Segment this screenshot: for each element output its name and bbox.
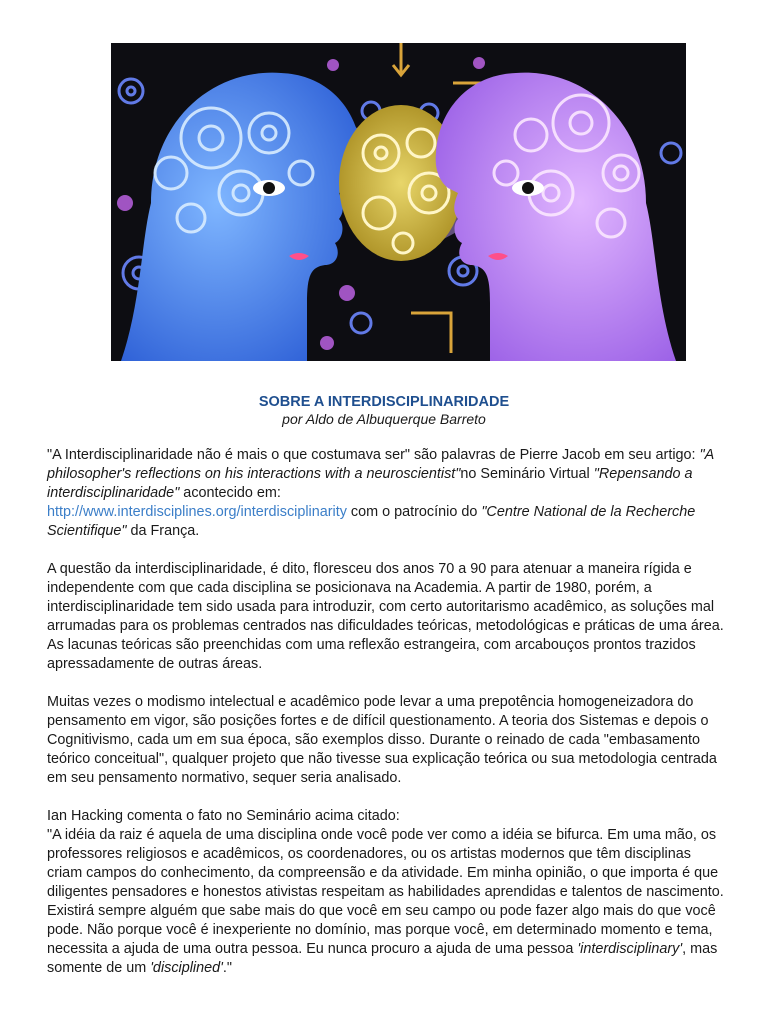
quote-term-1: 'interdisciplinary': [577, 941, 683, 957]
text: acontecido em:: [179, 485, 281, 501]
text: da França.: [126, 523, 200, 539]
paragraph-2: A questão da interdisciplinaridade, é dito, floresceu dos anos 70 a 90 para atenuar a maneira rígida e independente com que cada disciplina se posicionava na Academia. A partir de 1980, porém, a interdisciplinaridade tem sido usada para introduzir, com certo autoritarismo acadêmico, as soluções mal arrumadas para os problemas centrados nas dificuldades teóricas, metodológicas e práticas de uma área. As lacunas teóricas são preenchidas com uma reflexão estrangeira, com arcabouços prontos trazidos apressadamente de outras áreas.: [47, 561, 724, 672]
quote-text: , mas somente de um: [47, 941, 718, 976]
text: no Seminário Virtual: [460, 466, 594, 482]
quote-end: .": [222, 960, 232, 976]
quote-term-2: 'disciplined': [150, 960, 223, 976]
article-title: SOBRE A INTERDISCIPLINARIDADE: [258, 394, 510, 410]
paragraph-3: Muitas vezes o modismo intelectual e acadêmico pode levar a uma prepotência homogeneizadora do pensamento em vigor, são posições fortes e de difícil questionamento. A teoria dos Sistemas e depois o Cognitivismo, cada um em sua época, são exemplos disso. Durante o reinado de cada "embasamento teórico conceitual", qualquer projeto que não tivesse sua explicação teórica ou sua metodologia centrada em seu pensamento normativo, sequer seria analisado.: [47, 694, 717, 786]
paragraph-1: [47, 446, 727, 541]
interdisciplines-link[interactable]: http://www.interdisciplines.org/interdisciplinarity: [47, 504, 347, 520]
paragraph-4: [47, 807, 727, 978]
text: "A Interdisciplinaridade não é mais o que costumava ser" são palavras de Pierre Jacob em seu artigo:: [47, 447, 700, 463]
text: com o patrocínio do: [346, 504, 482, 520]
two-heads-with-gears-illustration: [111, 43, 686, 361]
quote-intro: Ian Hacking comenta o fato no Seminário acima citado:: [47, 808, 400, 824]
header-illustration: [111, 43, 686, 361]
seminar-title-ref: "Repensando a interdisciplinaridade": [47, 466, 693, 501]
article-byline: por Aldo de Albuquerque Barreto: [282, 411, 486, 427]
article-title-ref: "A philosopher's reflections on his interactions with a neuroscientist": [47, 447, 714, 482]
cnrs-name: "Centre National de la Recherche Scientifique": [47, 504, 696, 539]
article-body: [47, 446, 727, 997]
quote-text: "A idéia da raiz é aquela de uma disciplina onde você pode ver como a idéia se bifurca. Em uma mão, os professores religiosos e acadêmicos, os coordenadores, ou os artistas modernos que têm disciplinas criam campos do conhecimento, da compreensão e da atividade. Em minha opinião, o que importa é que diligentes pensadores e honestos ativistas respeitam as habilidades aprendidas e talentos de nascimento. Existirá sempre alguém que sabe mais do que você em seu campo ou pode fazer algo mais do que você pode. Não porque você é inexperiente no domínio, mas porque você, em determinado momento e tema, necessita a ajuda de uma outra pessoa. Eu nunca procuro a ajuda de uma pessoa: [47, 827, 724, 957]
